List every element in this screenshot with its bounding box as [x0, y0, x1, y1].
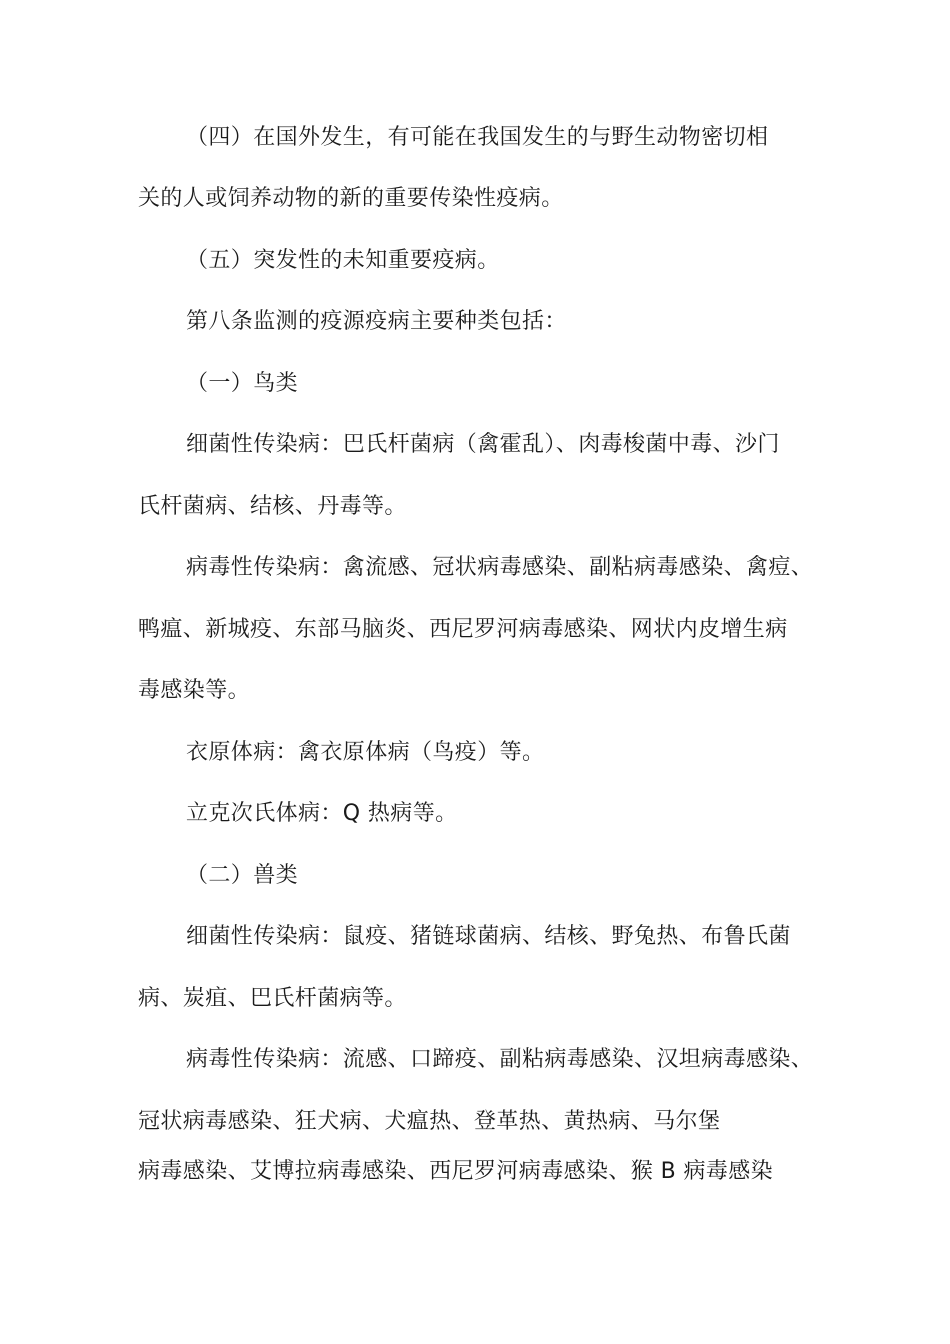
paragraph-line: 氏杆菌病、结核、丹毒等。: [138, 494, 407, 519]
paragraph-line: 病毒性传染病：流感、口蹄疫、副粘病毒感染、汉坦病毒感染、: [186, 1047, 814, 1072]
paragraph-line: 立克次氏体病：Q 热病等。: [186, 801, 458, 826]
paragraph-line: 病毒感染、艾博拉病毒感染、西尼罗河病毒感染、猴 B 病毒感染: [138, 1159, 774, 1184]
paragraph-line: （五）突发性的未知重要疫病。: [186, 248, 500, 273]
subsection-heading: （二）兽类: [186, 863, 299, 888]
paragraph-line: 细菌性传染病：巴氏杆菌病（禽霍乱）、肉毒梭菌中毒、沙门: [186, 432, 780, 457]
subsection-heading: （一）鸟类: [186, 371, 299, 396]
paragraph-line: 鸭瘟、新城疫、东部马脑炎、西尼罗河病毒感染、网状内皮增生病: [138, 617, 788, 642]
paragraph-line: 衣原体病：禽衣原体病（鸟疫）等。: [186, 740, 545, 765]
section-heading: 第八条监测的疫源疫病主要种类包括：: [186, 309, 567, 334]
paragraph-line: （四）在国外发生，有可能在我国发生的与野生动物密切相: [186, 125, 769, 150]
paragraph-line: 冠状病毒感染、狂犬病、犬瘟热、登革热、黄热病、马尔堡: [138, 1109, 721, 1134]
paragraph-line: 毒感染等。: [138, 678, 251, 703]
paragraph-line: 病毒性传染病：禽流感、冠状病毒感染、副粘病毒感染、禽痘、: [186, 555, 814, 580]
paragraph-line: 关的人或饲养动物的新的重要传染性疫病。: [138, 186, 564, 211]
paragraph-line: 病、炭疽、巴氏杆菌病等。: [138, 986, 407, 1011]
paragraph-line: 细菌性传染病：鼠疫、猪链球菌病、结核、野兔热、布鲁氏菌: [186, 924, 791, 949]
